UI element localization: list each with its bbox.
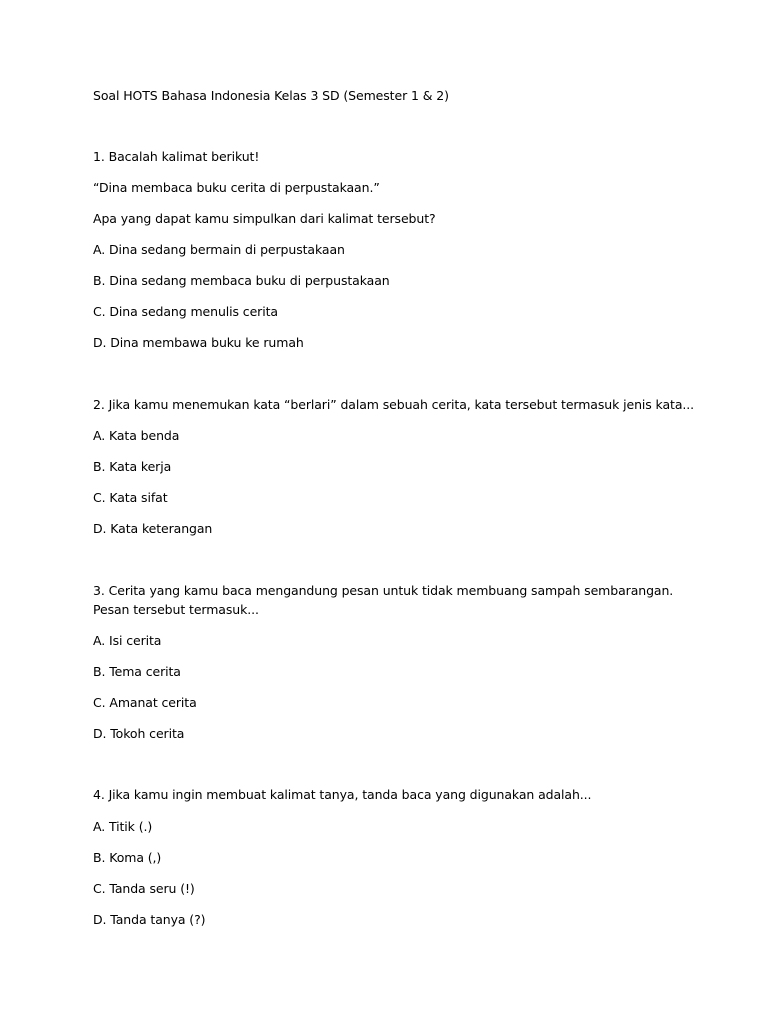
question-1-option-c: C. Dina sedang menulis cerita	[93, 304, 278, 319]
question-1-prompt: 1. Bacalah kalimat berikut!	[93, 149, 260, 164]
question-3-prompt: 3. Cerita yang kamu baca mengandung pesan untuk tidak membuang sampah sembarangan. Pesan tersebut termasuk...	[93, 583, 674, 617]
question-4-option-a: A. Titik (.)	[93, 819, 153, 834]
question-3-option-b: B. Tema cerita	[93, 664, 181, 679]
document-title: Soal HOTS Bahasa Indonesia Kelas 3 SD (Semester 1 & 2)	[93, 88, 449, 103]
question-1-quote: “Dina membaca buku cerita di perpustakaan.”	[93, 180, 380, 195]
question-1-question: Apa yang dapat kamu simpulkan dari kalimat tersebut?	[93, 211, 436, 226]
question-3-option-a: A. Isi cerita	[93, 633, 162, 648]
question-4-option-c: C. Tanda seru (!)	[93, 881, 195, 896]
question-4-prompt: 4. Jika kamu ingin membuat kalimat tanya, tanda baca yang digunakan adalah...	[93, 787, 592, 802]
question-3-option-c: C. Amanat cerita	[93, 695, 197, 710]
question-2-prompt: 2. Jika kamu menemukan kata “berlari” dalam sebuah cerita, kata tersebut termasuk jenis kata...	[93, 397, 695, 412]
question-2-option-d: D. Kata keterangan	[93, 521, 213, 536]
question-4-option-b: B. Koma (,)	[93, 850, 162, 865]
question-1-option-b: B. Dina sedang membaca buku di perpustakaan	[93, 273, 390, 288]
question-4-option-d: D. Tanda tanya (?)	[93, 912, 206, 927]
question-1-option-d: D. Dina membawa buku ke rumah	[93, 335, 304, 350]
question-2-option-c: C. Kata sifat	[93, 490, 168, 505]
question-1-option-a: A. Dina sedang bermain di perpustakaan	[93, 242, 345, 257]
question-3-option-d: D. Tokoh cerita	[93, 726, 185, 741]
question-2-option-b: B. Kata kerja	[93, 459, 172, 474]
question-2-option-a: A. Kata benda	[93, 428, 180, 443]
